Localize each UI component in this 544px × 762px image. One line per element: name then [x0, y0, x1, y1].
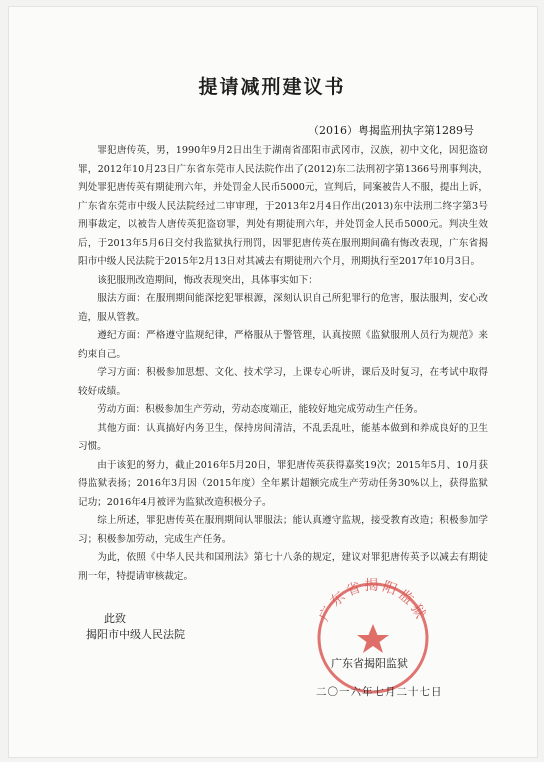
paragraph-intro-facts: 该犯服刑改造期间，悔改表现突出，具体事实如下：	[97, 274, 318, 286]
paragraph-other: 其他方面：认真搞好内务卫生，保持房间清洁，不乱丢乱吐，能基本做到和养成良好的卫生习惯。	[78, 422, 488, 452]
closing-salutation: 此致	[104, 612, 126, 625]
paragraph-discipline: 遵纪方面：严格遵守监规纪律，严格服从于警管理，认真按照《监狱服刑人员行为规范》来约束自己。	[78, 330, 488, 360]
closing-recipient: 揭阳市中级人民法院	[86, 628, 185, 641]
document-title: 提请减刑建议书	[198, 76, 346, 98]
paragraph-labor: 劳动方面：积极参加生产劳动，劳动态度端正，能较好地完成劳动生产任务。	[97, 404, 424, 415]
official-seal	[305, 572, 441, 698]
paragraph-case-history: 罪犯唐传英，男，1990年9月2日出生于湖南省邵阳市武冈市，汉族，初中文化，因犯盗窃罪，2012年10月23日广东省东莞市人民法院作出了(2012)东二法刑初字第1366号刑事判决，判处罪犯唐传英有期徒刑六年，并处罚金人民币5000元，宣判后，同案被告人不服，提出上诉，广东省东莞市中级人民法院经过二审审理，于2013年2月4日作出(2013)东中法刑二终字第3号刑事裁定，以被告人唐传英犯盗窃罪，判处有期徒刑六年，并处罚金人民币5000元。判决生效后，于2013年5月6日交付我监狱执行刑罚，因罪犯唐传英在服刑期间确有悔改表现，广东省揭阳市中级人民法院于2015年2月13日对其减去有期徒刑六个月，刑期执行至2017年10月3日。	[78, 145, 488, 267]
paragraph-awards: 由于该犯的努力，截止2016年5月20日，罪犯唐传英获得嘉奖19次；2015年5月、10月获得监狱表扬；2016年3月因（2015年度）全年累计超额完成生产劳动任务30%以上，获得监狱记功；2016年4月被评为监狱改造积极分子。	[78, 459, 488, 508]
paragraph-study: 学习方面：积极参加思想、文化、技术学习，上课专心听讲，课后及时复习，在考试中取得较好成绩。	[78, 367, 488, 397]
seal-star-icon	[357, 624, 389, 653]
document-body	[78, 142, 488, 586]
paragraph-summary: 综上所述，罪犯唐传英在服刑期间认罪服法；能认真遵守监规，接受教育改造；积极参加学习；积极参加劳动，完成生产任务。	[78, 515, 488, 545]
document-number: （2016）粤揭监刑执字第1289号	[308, 124, 474, 137]
svg-text:广东省揭阳监狱	[316, 577, 430, 624]
seal-text: 广东省揭阳监狱	[316, 578, 430, 625]
signing-organization: 广东省揭阳监狱	[331, 657, 408, 670]
paragraph-recommendation: 为此，依照《中华人民共和国刑法》第七十八条的规定，建议对罪犯唐传英予以减去有期徒刑一年，特提请审核裁定。	[78, 552, 488, 582]
paragraph-law-abiding: 服法方面：在服刑期间能深挖犯罪根源，深刻认识自己所犯罪行的危害，服法服判，安心改造，服从管教。	[78, 293, 488, 323]
document-date: 二〇一六年七月二十七日	[316, 686, 443, 698]
